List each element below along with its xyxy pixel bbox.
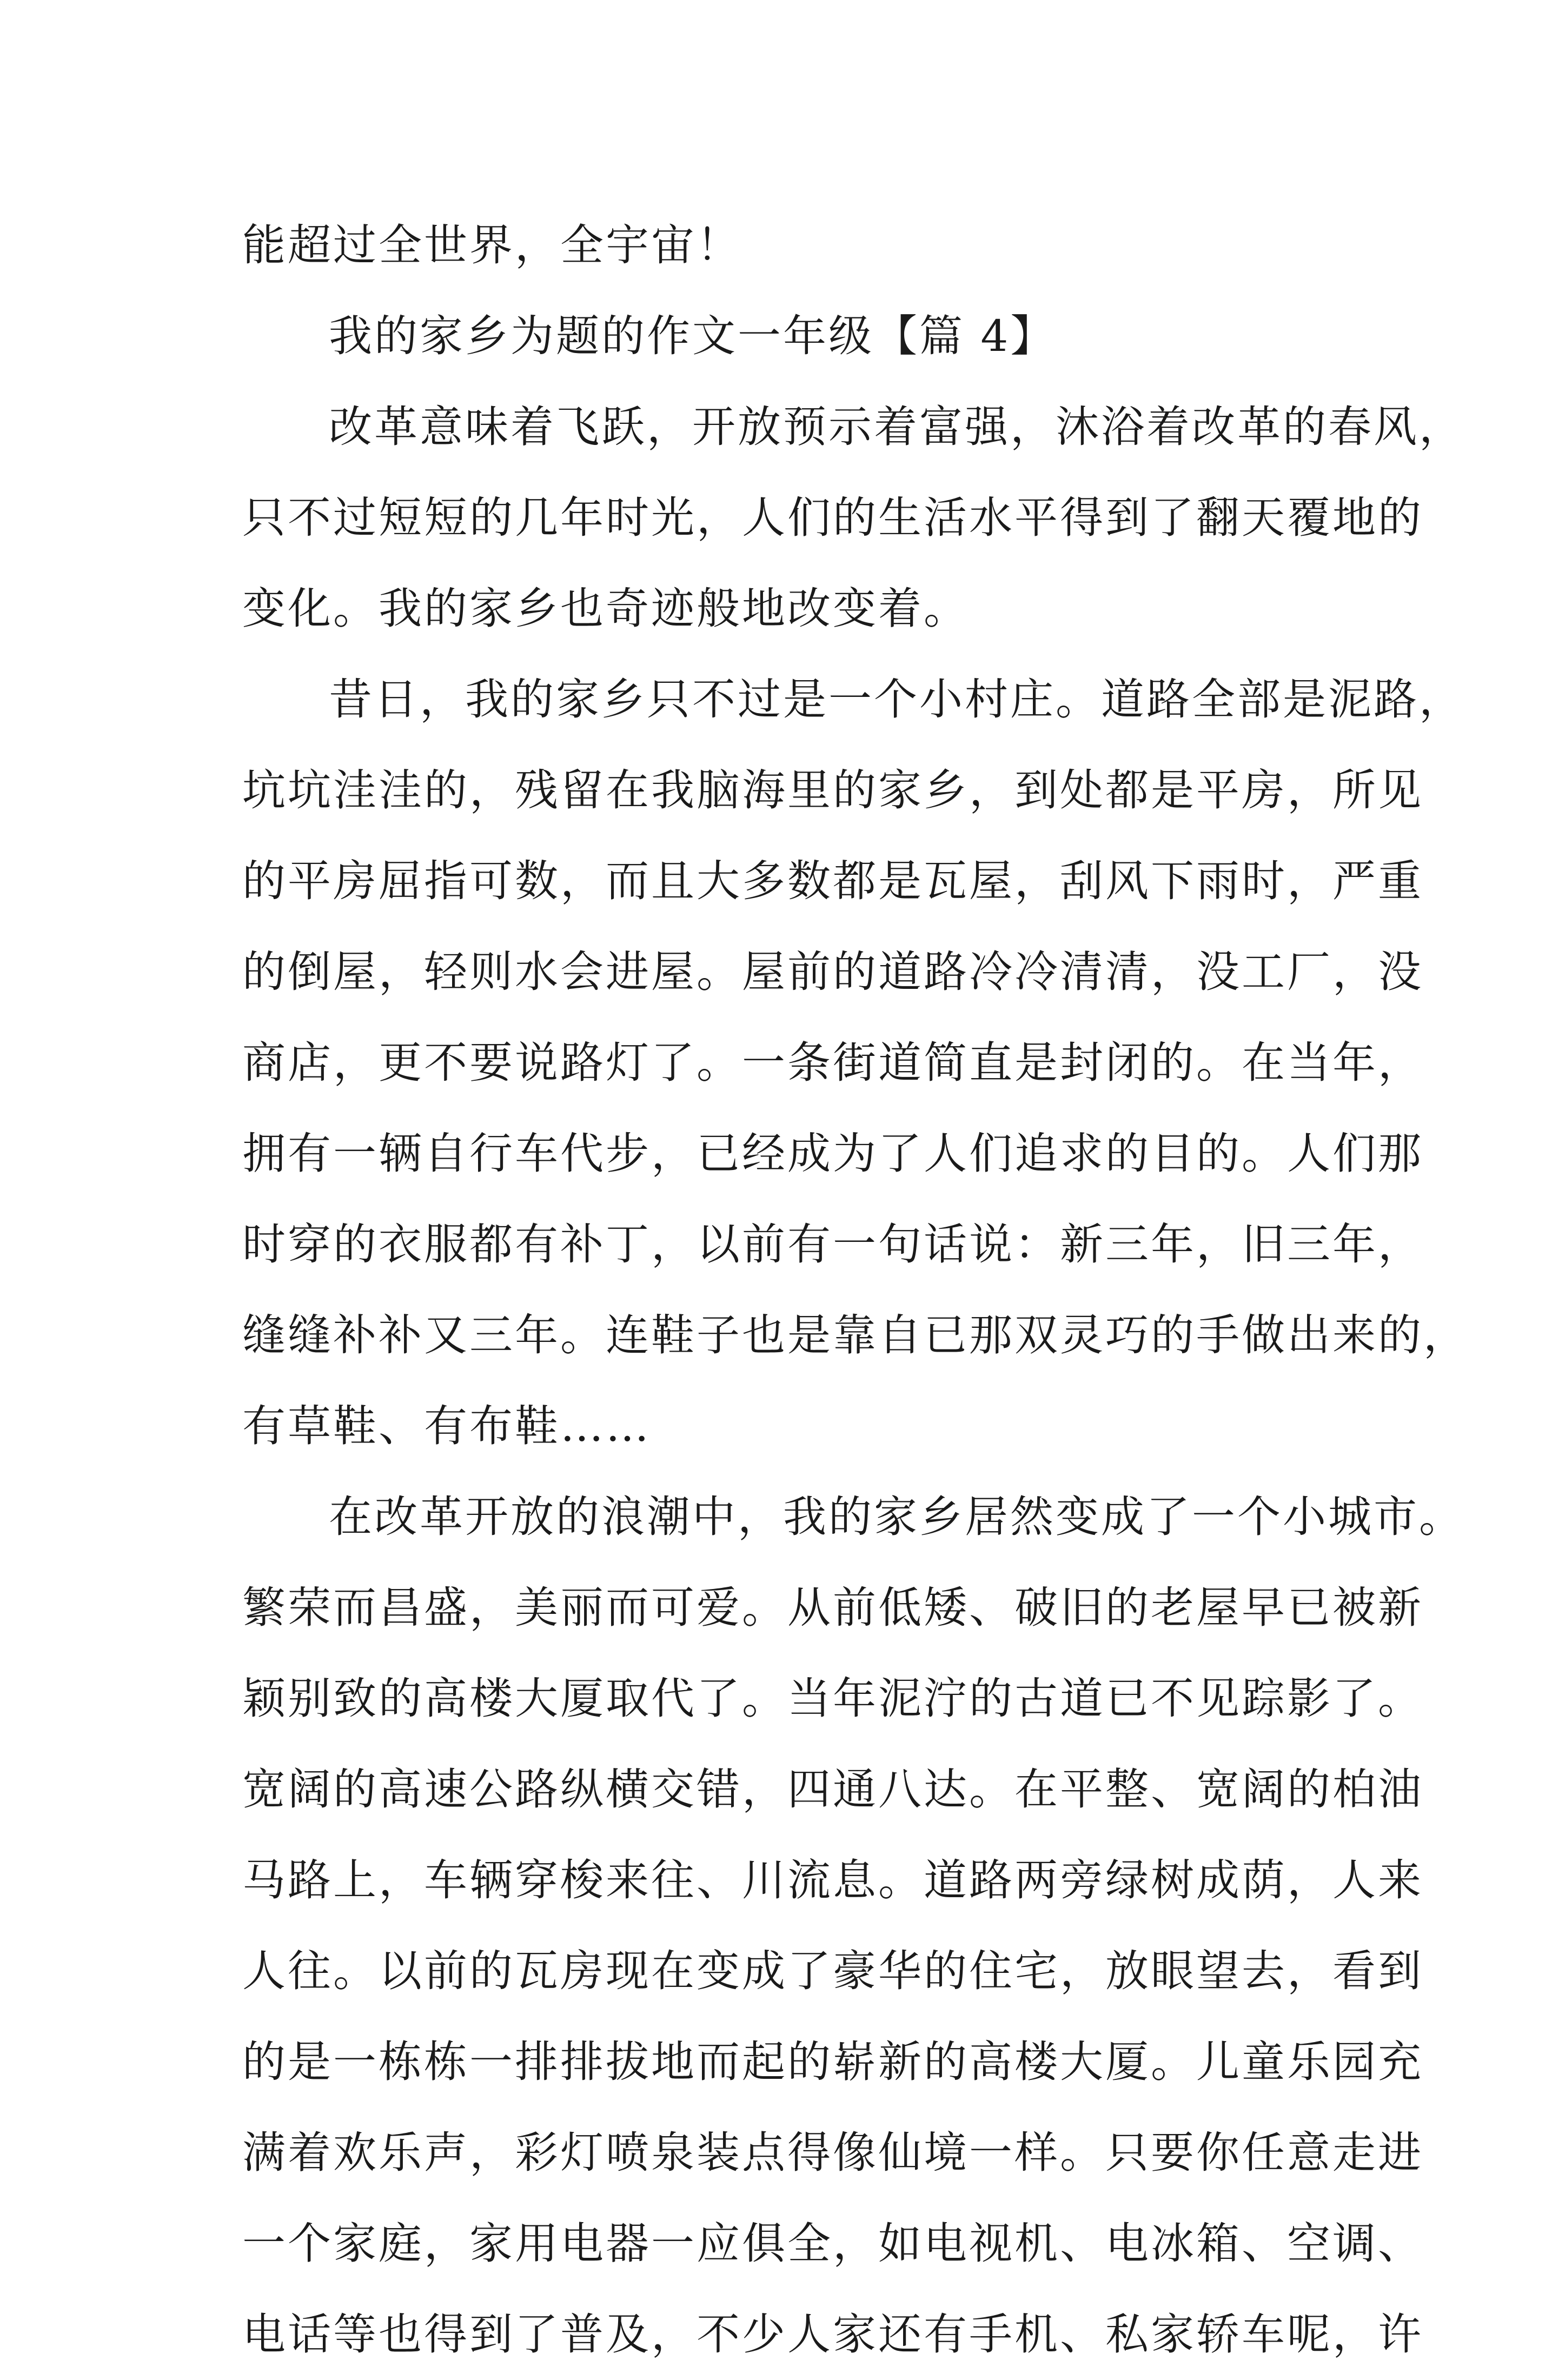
text-line: 坑坑洼洼的，残留在我脑海里的家乡，到处都是平房，所见 <box>242 765 1423 815</box>
text-line: 有草鞋、有布鞋…… <box>242 1401 651 1451</box>
text-line: 能超过全世界，全宇宙！ <box>242 220 742 270</box>
text-line: 时穿的衣服都有补丁，以前有一句话说：新三年，旧三年， <box>242 1219 1423 1269</box>
text-line: 一个家庭，家用电器一应俱全，如电视机、电冰箱、空调、 <box>242 2218 1423 2269</box>
text-line: 昔日，我的家乡只不过是一个小村庄。道路全部是泥路， <box>329 674 1464 724</box>
text-line: 人往。以前的瓦房现在变成了豪华的住宅，放眼望去，看到 <box>242 1946 1423 1996</box>
text-line: 繁荣而昌盛，美丽而可爱。从前低矮、破旧的老屋早已被新 <box>242 1583 1423 1633</box>
text-line: 的倒屋，轻则水会进屋。屋前的道路冷冷清清，没工厂，没 <box>242 947 1423 997</box>
section-heading: 我的家乡为题的作文一年级【篇 4】 <box>329 311 1056 361</box>
text-line: 电话等也得到了普及，不少人家还有手机、私家轿车呢，许 <box>242 2309 1423 2359</box>
text-line: 马路上，车辆穿梭来往、川流息。道路两旁绿树成荫，人来 <box>242 1855 1423 1905</box>
text-line: 改革意味着飞跃，开放预示着富强，沐浴着改革的春风， <box>329 402 1464 452</box>
text-line: 的是一栋栋一排排拔地而起的崭新的高楼大厦。儿童乐园充 <box>242 2037 1423 2087</box>
text-line: 的平房屈指可数，而且大多数都是瓦屋，刮风下雨时，严重 <box>242 856 1423 906</box>
essay-text <box>242 200 1469 2380</box>
text-line: 只不过短短的几年时光，人们的生活水平得到了翻天覆地的 <box>242 493 1423 543</box>
text-line: 变化。我的家乡也奇迹般地改变着。 <box>242 583 969 634</box>
text-line: 满着欢乐声，彩灯喷泉装点得像仙境一样。只要你任意走进 <box>242 2128 1423 2178</box>
text-line: 颖别致的高楼大厦取代了。当年泥泞的古道已不见踪影了。 <box>242 1673 1423 1724</box>
text-line: 拥有一辆自行车代步，已经成为了人们追求的目的。人们那 <box>242 1128 1423 1179</box>
text-line: 在改革开放的浪潮中，我的家乡居然变成了一个小城市。 <box>329 1492 1464 1542</box>
text-line: 宽阔的高速公路纵横交错，四通八达。在平整、宽阔的柏油 <box>242 1764 1423 1814</box>
text-line: 缝缝补补又三年。连鞋子也是靠自已那双灵巧的手做出来的， <box>242 1310 1469 1360</box>
text-line: 商店，更不要说路灯了。一条街道简直是封闭的。在当年， <box>242 1038 1423 1088</box>
